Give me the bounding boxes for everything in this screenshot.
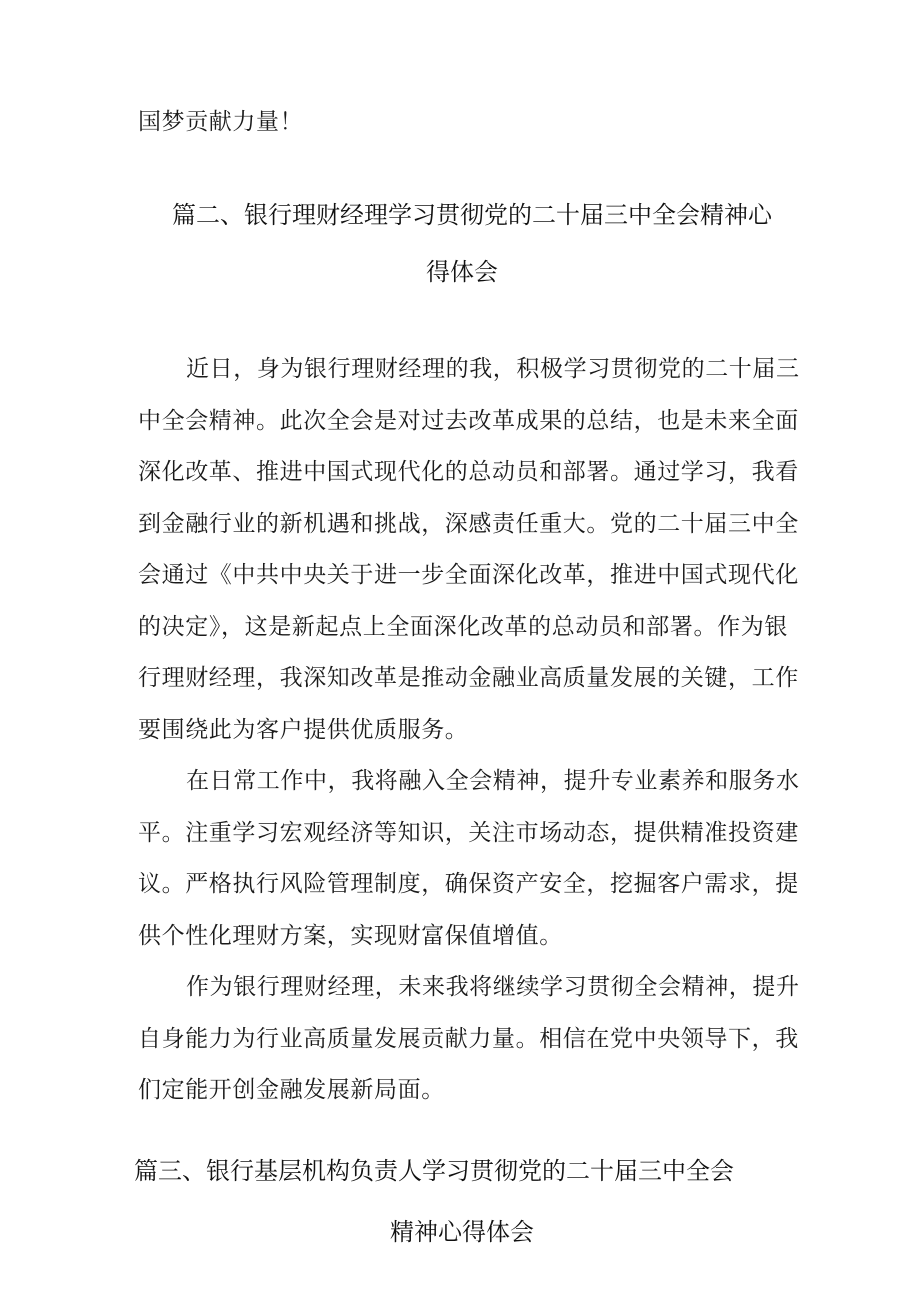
paragraph-line: 们定能开创金融发展新局面。	[138, 1077, 445, 1103]
paragraph-line: 行理财经理，我深知改革是推动金融业高质量发展的关键，工作	[138, 665, 799, 691]
section2-title-line1: 篇二、银行理财经理学习贯彻党的二十届三中全会精神心	[172, 201, 772, 229]
paragraph-line: 到金融行业的新机遇和挑战，深感责任重大。党的二十届三中全	[138, 511, 799, 537]
paragraph-line: 深化改革、推进中国式现代化的总动员和部署。通过学习，我看	[138, 459, 799, 485]
paragraph-line: 中全会精神。此次全会是对过去改革成果的总结，也是未来全面	[138, 408, 799, 434]
paragraph-line: 会通过《中共中央关于进一步全面深化改革，推进中国式现代化	[138, 562, 799, 588]
paragraph-line: 要围绕此为客户提供优质服务。	[138, 717, 469, 743]
paragraph-line: 作为银行理财经理，未来我将继续学习贯彻全会精神，提升	[186, 974, 800, 1000]
section3-title-line1: 篇三、银行基层机构负责人学习贯彻党的二十届三中全会	[134, 1157, 734, 1185]
paragraph-line: 平。注重学习宏观经济等知识，关注市场动态，提供精准投资建	[138, 820, 799, 846]
paragraph-line: 供个性化理财方案，实现财富保值增值。	[138, 923, 563, 949]
paragraph-line: 自身能力为行业高质量发展贡献力量。相信在党中央领导下，我	[138, 1026, 799, 1052]
section3-title-line2: 精神心得体会	[390, 1218, 534, 1246]
continued-text-fragment: 国梦贡献力量！	[138, 109, 304, 135]
paragraph-line: 在日常工作中，我将融入全会精神，提升专业素养和服务水	[186, 768, 800, 794]
section2-title-line2: 得体会	[426, 258, 498, 286]
paragraph-line: 议。严格执行风险管理制度，确保资产安全，挖掘客户需求，提	[138, 871, 799, 897]
paragraph-line: 近日，身为银行理财经理的我，积极学习贯彻党的二十届三	[186, 356, 800, 382]
paragraph-line: 的决定》，这是新起点上全面深化改革的总动员和部署。作为银	[138, 614, 788, 640]
